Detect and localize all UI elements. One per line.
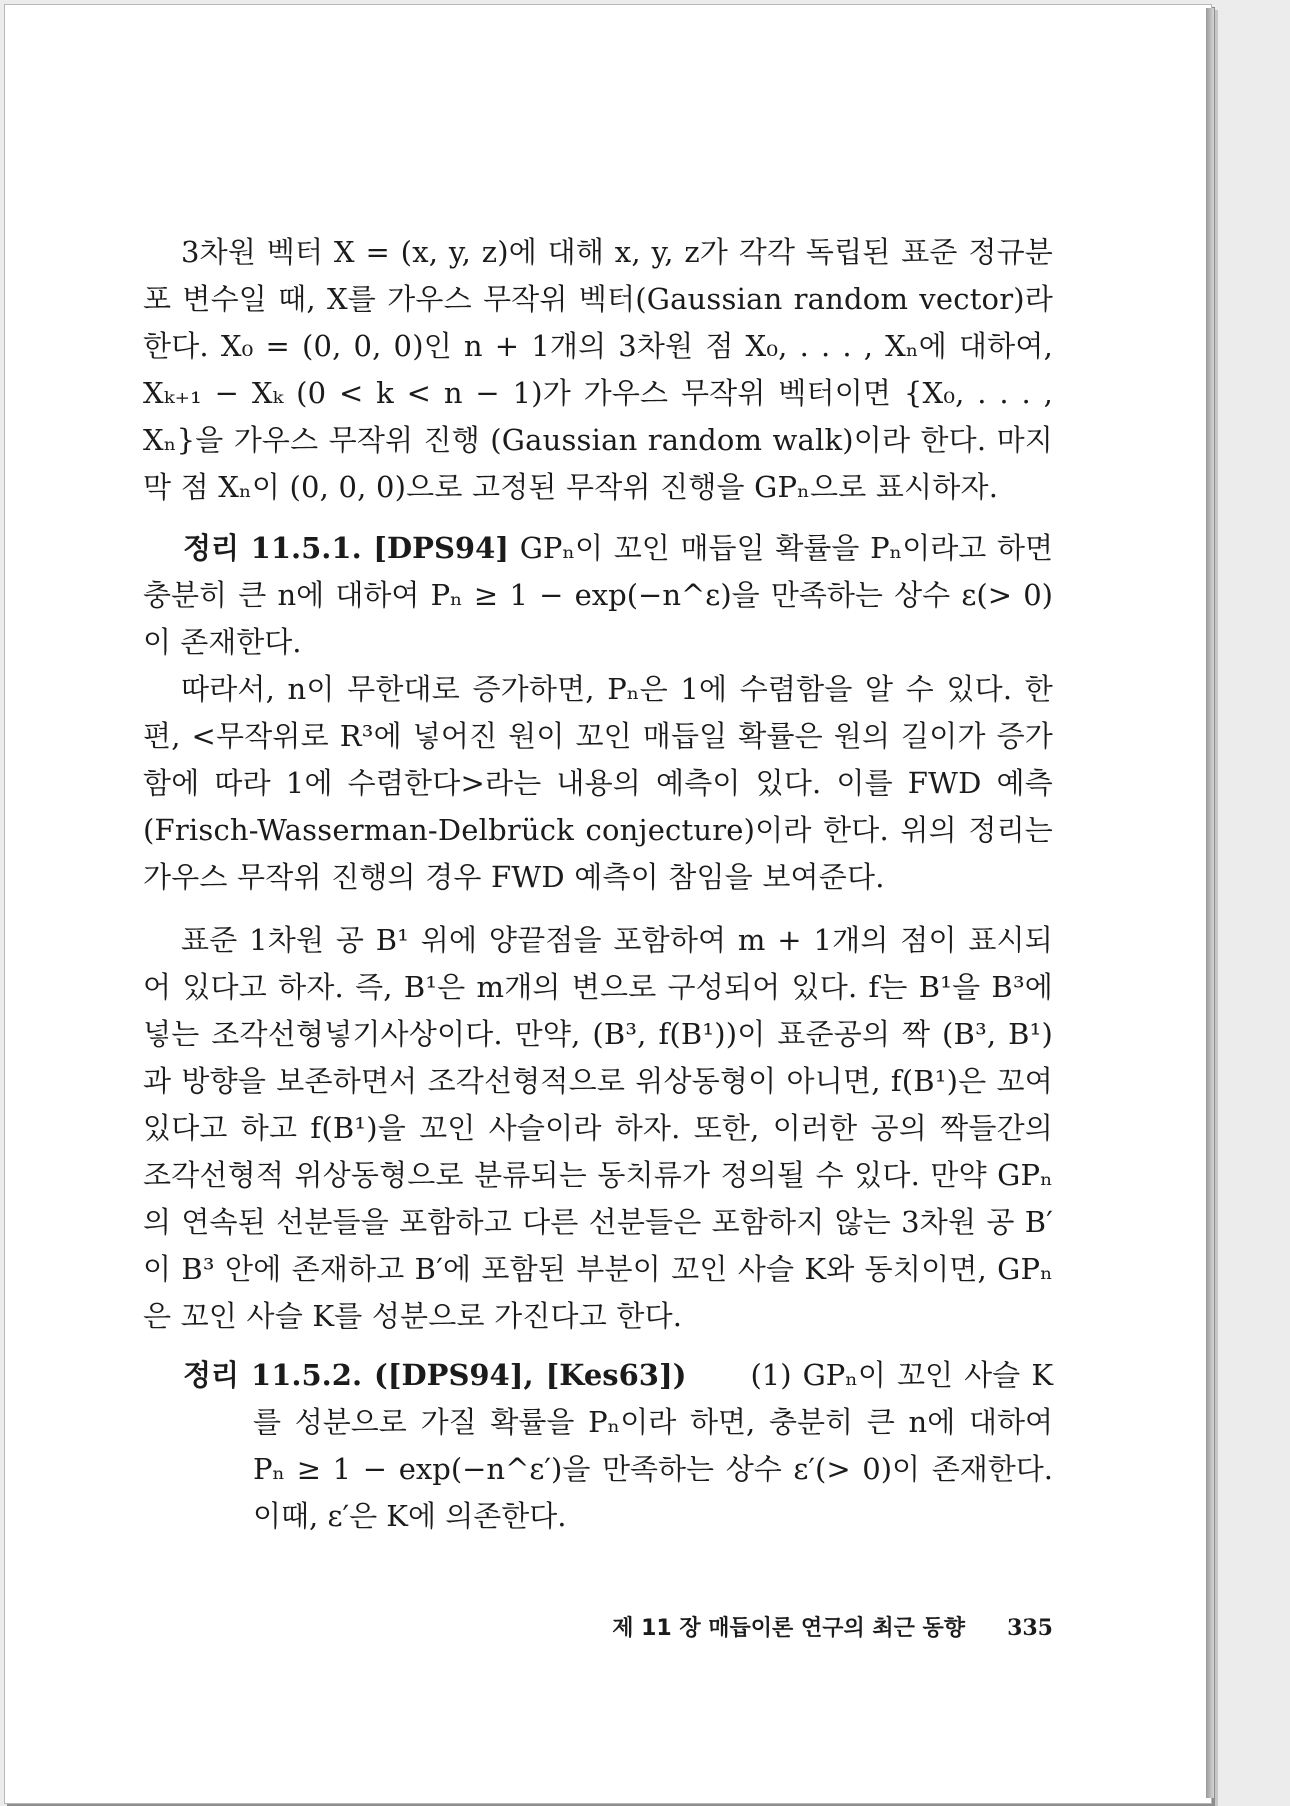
theorem-11-5-1 [143,525,1053,666]
page-body [143,229,1053,1540]
theorem-11-5-1-statement: GPₙ이 꼬인 매듭일 확률을 Pₙ이라고 하면 충분히 큰 n에 대하여 Pₙ ≥ 1 − exp(−n^ε)을 만족하는 상수 ε(> 0)이 존재한다. [143,531,1054,659]
page-number: 335 [1007,1615,1053,1641]
page-edge-shadow [1206,8,1214,1798]
paragraph-fwd-conjecture: 따라서, n이 무한대로 증가하면, Pₙ은 1에 수렴함을 알 수 있다. 한편, <무작위로 R³에 넣어진 원이 꼬인 매듭일 확률은 원의 길이가 증가함에 따라 1에 수렴한다>라는 내용의 예측이 있다. 이를 FWD 예측(Frisch-Wasserman-Delbrück conjecture)이라 한다. 위의 정리는 가우스 무작위 진행의 경우 FWD 예측이 참임을 보여준다. [143,672,1053,894]
book-page [4,4,1212,1804]
page-footer [5,1611,1053,1642]
running-chapter-title: 제 11 장 매듭이론 연구의 최근 동향 [612,1616,966,1641]
theorem-11-5-2-heading: 정리 11.5.2. ([DPS94], [Kes63]) [183,1358,687,1392]
paragraph-gaussian-random-walk: 3차원 벡터 X = (x, y, z)에 대해 x, y, z가 각각 독립된 표준 정규분포 변수일 때, X를 가우스 무작위 벡터(Gaussian random vector)라 한다. X₀ = (0, 0, 0)인 n + 1개의 3차원 점 X₀, . . . , Xₙ에 대하여, Xₖ₊₁ − Xₖ (0 < k < n − 1)가 가우스 무작위 벡터이면 {X₀, . . . , Xₙ}을 가우스 무작위 진행 (Gaussian random walk)이라 한다. 마지막 점 Xₙ이 (0, 0, 0)으로 고정된 무작위 진행을 GPₙ으로 표시하자. [143,235,1053,504]
theorem-11-5-2-statement: (1) GPₙ이 꼬인 사슬 K를 성분으로 가질 확률을 Pₙ이라 하면, 충분히 큰 n에 대하여 Pₙ ≥ 1 − exp(−n^ε′)을 만족하는 상수 ε′(> 0)이 존재한다. 이때, ε′은 K에 의존한다. [253,1358,1053,1533]
theorem-11-5-2 [143,1352,1053,1540]
paragraph-knotted-chain: 표준 1차원 공 B¹ 위에 양끝점을 포함하여 m + 1개의 점이 표시되어 있다고 하자. 즉, B¹은 m개의 변으로 구성되어 있다. f는 B¹을 B³에 넣는 조각선형넣기사상이다. 만약, (B³, f(B¹))이 표준공의 짝 (B³, B¹)과 방향을 보존하면서 조각선형적으로 위상동형이 아니면, f(B¹)은 꼬여 있다고 하고 f(B¹)을 꼬인 사슬이라 하자. 또한, 이러한 공의 짝들간의 조각선형적 위상동형으로 분류되는 동치류가 정의될 수 있다. 만약 GPₙ의 연속된 선분들을 포함하고 다른 선분들은 포함하지 않는 3차원 공 B′이 B³ 안에 존재하고 B′에 포함된 부분이 꼬인 사슬 K와 동치이면, GPₙ은 꼬인 사슬 K를 성분으로 가진다고 한다. [143,923,1053,1333]
theorem-11-5-1-heading: 정리 11.5.1. [DPS94] [183,531,509,565]
